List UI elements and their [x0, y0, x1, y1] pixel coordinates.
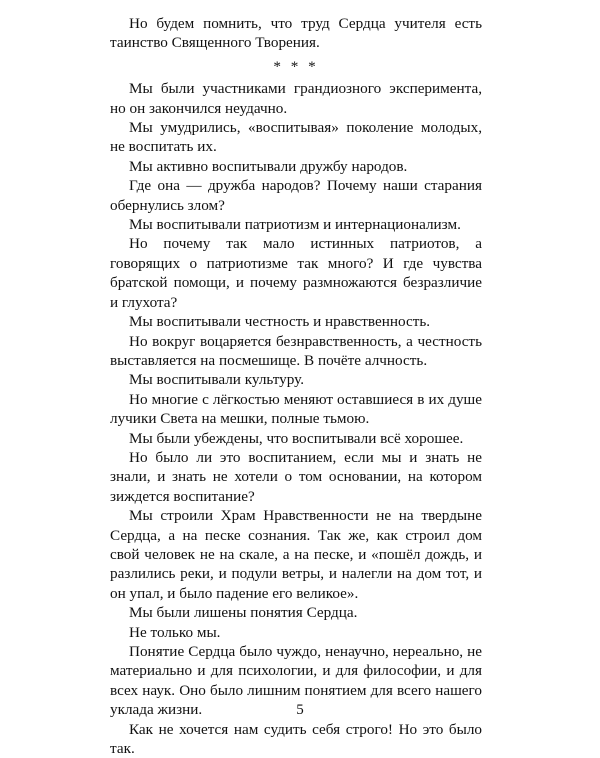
paragraph: Мы были убеждены, что воспитывали всё хорошее.	[129, 429, 464, 447]
paragraph: Как не хочется нам судить себя строго! Но это было так.	[110, 720, 482, 758]
paragraph: Мы умудрились, «воспитывая» поколение молодых, не воспитать их.	[110, 119, 482, 156]
paragraph: Мы воспитывали честность и нравственность.	[129, 313, 431, 331]
paragraph: Мы были лишены понятия Сердца.	[129, 604, 358, 622]
paragraph: Мы строили Храм Нравственности не на твердыне Сердца, а на песке сознания. Так же, как строил дом свой человек не на скале, а на песке, и «пошёл дождь, и разлились реки, и подули ветры, и налегли на дом тот, и он упал, и было падение его великое».	[110, 507, 482, 602]
paragraph: Мы активно воспитывали дружбу народов.	[129, 157, 408, 175]
paragraph: Мы были участниками грандиозного эксперимента, но он закончился неудачно.	[110, 80, 482, 117]
section-separator: * * *	[273, 57, 319, 75]
paragraph: Понятие Сердца было чуждо, ненаучно, нереально, не материально и для психологии, и для философии, и для всех наук. Оно было лишним понятием для всего нашего уклада жизни.	[110, 643, 482, 719]
paragraph: Не только мы.	[129, 623, 221, 641]
paragraph: Но почему так мало истинных патриотов, а говорящих о патриотизме так много? И где чувства братской помощи, и почему размножаются безразличие и глухота?	[110, 235, 482, 311]
paragraph: Но было ли это воспитанием, если мы и знать не знали, и знать не хотели о том основании, на котором зиждется воспитание?	[110, 448, 482, 505]
paragraph: Но многие с лёгкостью меняют оставшиеся в их душе лучики Света на мешки, полные тьмою.	[110, 390, 482, 428]
page-number: 5	[296, 702, 304, 718]
paragraph: Мы воспитывали патриотизм и интернационализм.	[129, 216, 461, 234]
page-body	[110, 14, 482, 758]
paragraph: Но вокруг воцаряется безнравственность, а честность выставляется на посмешище. В почёте алчность.	[110, 332, 482, 369]
paragraph-intro: Но будем помнить, что труд Сердца учителя есть таинство Священного Творения.	[110, 15, 482, 52]
paragraph: Мы воспитывали культуру.	[129, 371, 305, 389]
paragraph: Где она — дружба народов? Почему наши старания обернулись злом?	[110, 177, 482, 214]
